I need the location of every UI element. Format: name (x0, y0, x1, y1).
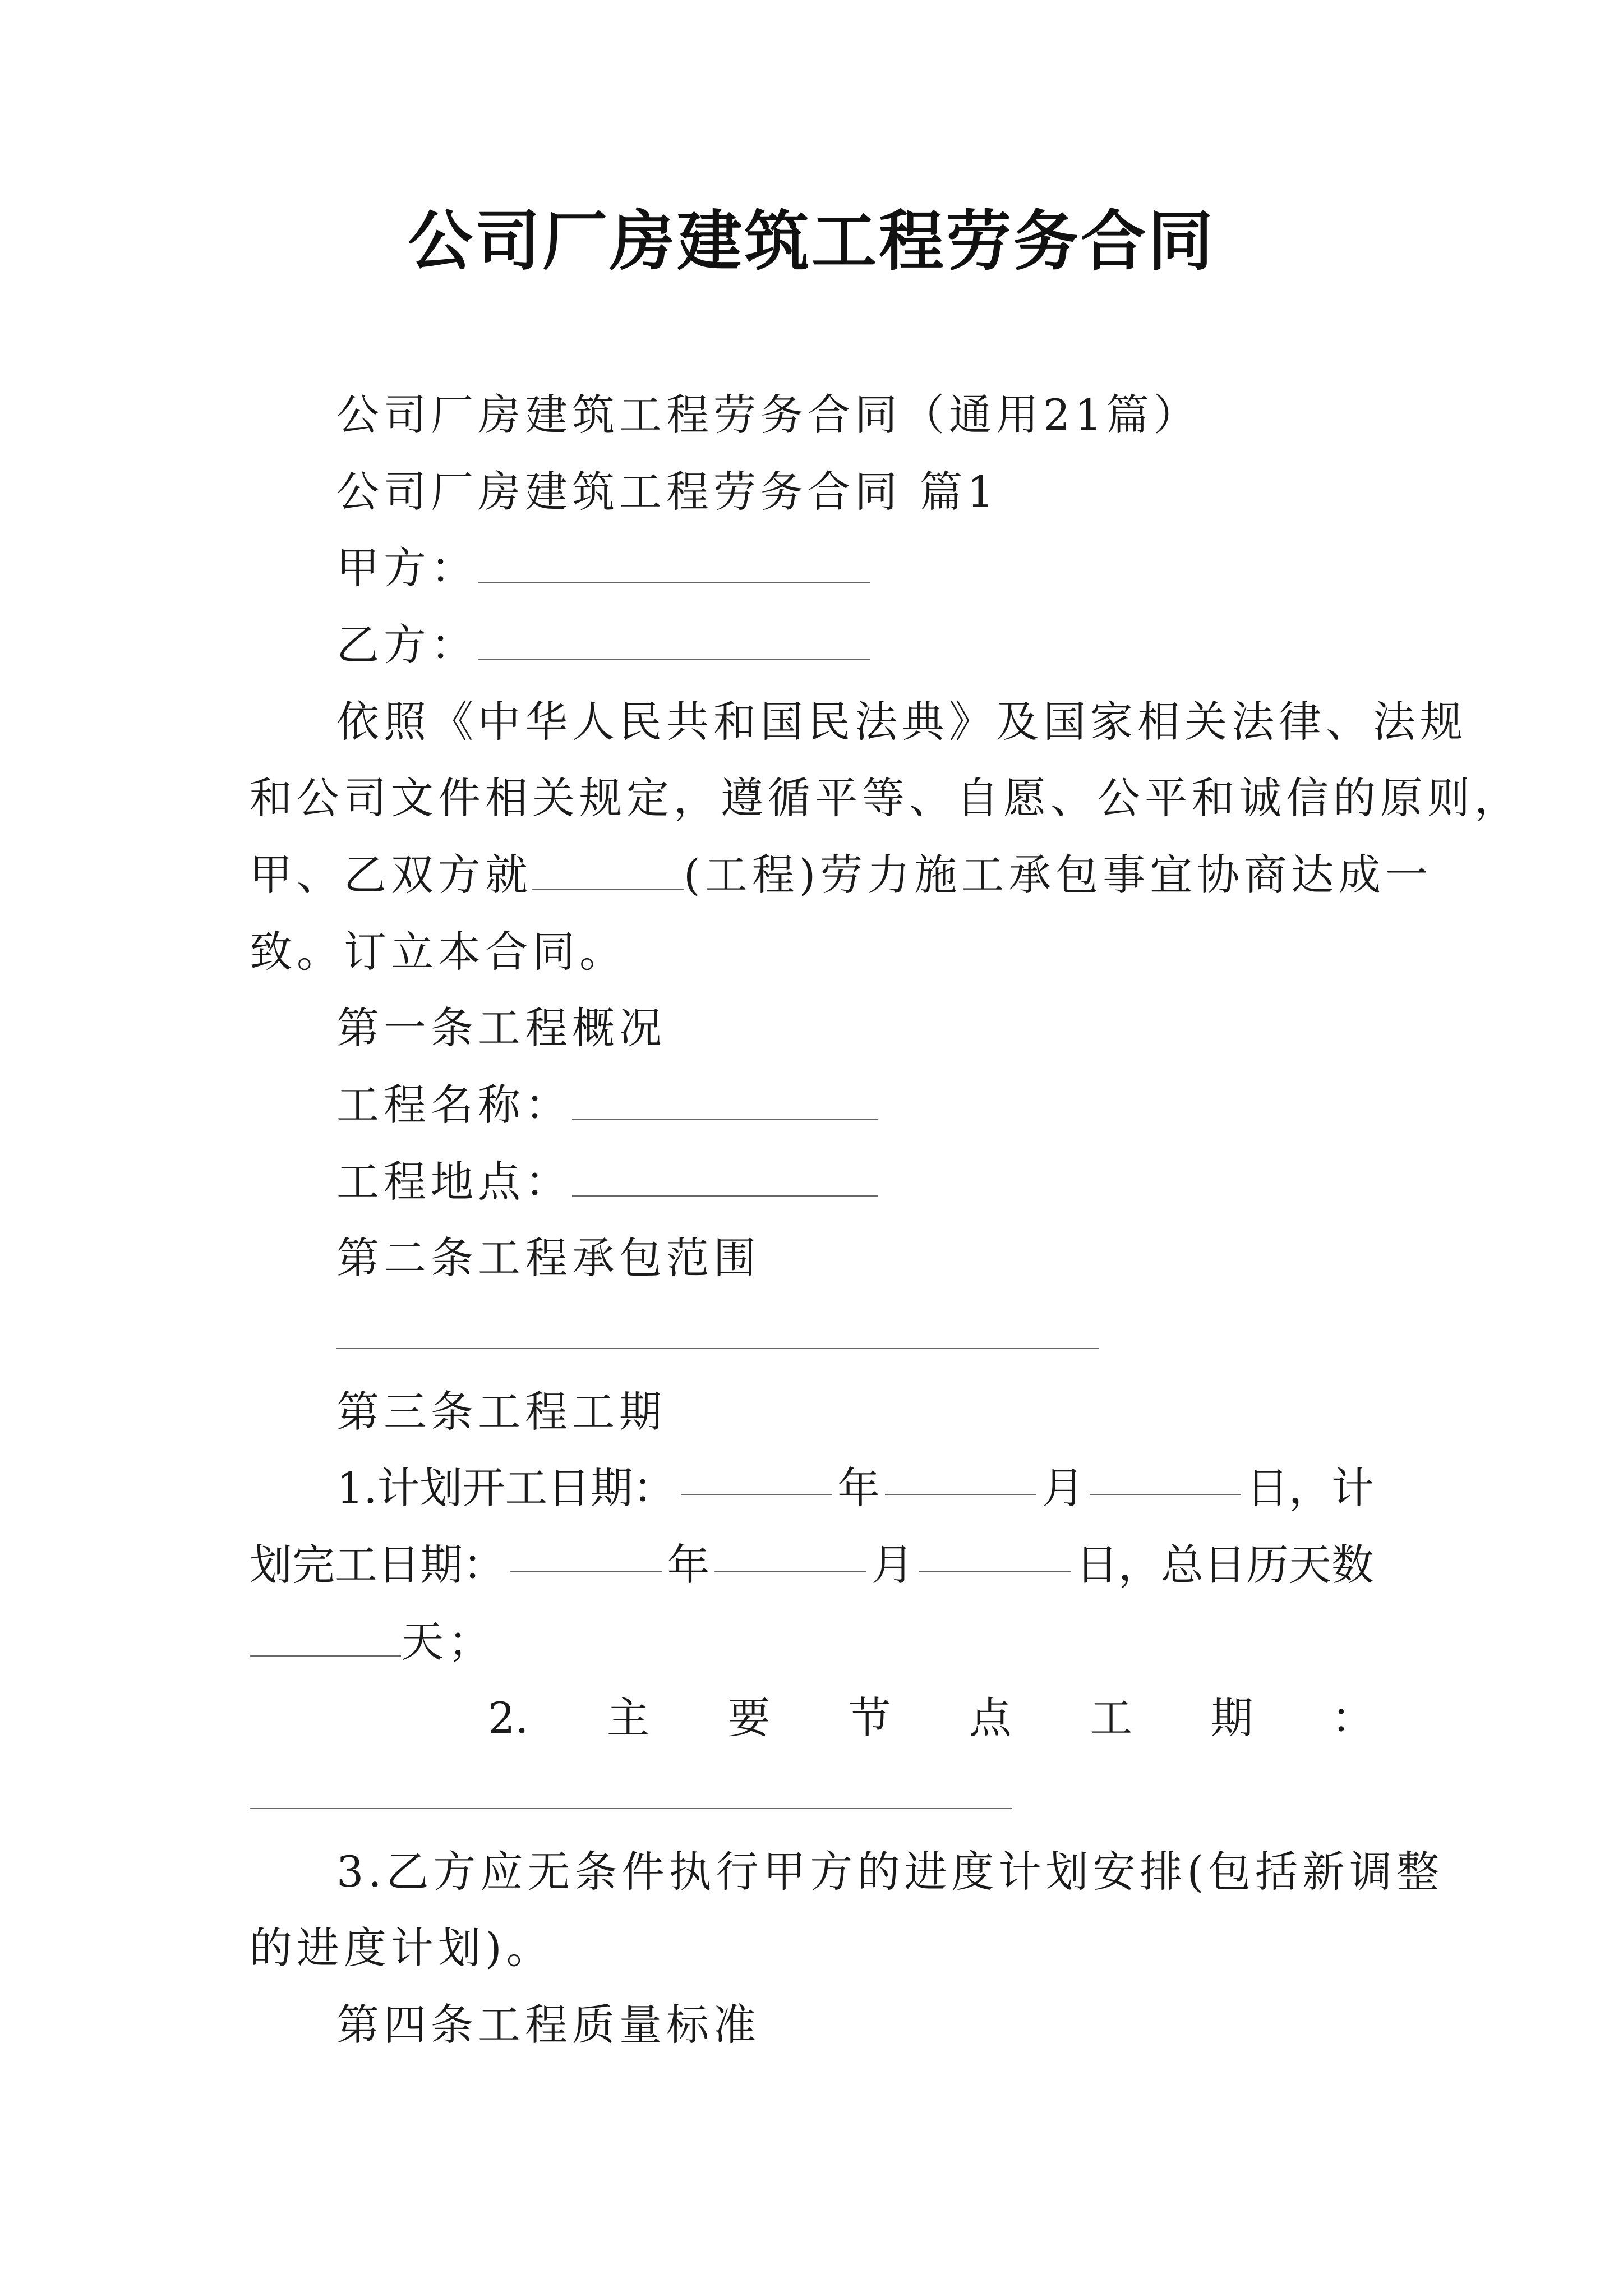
project-location-line (336, 1154, 878, 1210)
end-day-label: 日，总日历天数 (1075, 1540, 1374, 1590)
start-day-label: 日，计 (1246, 1463, 1374, 1513)
start-date-label: 1.计划开工日期： (336, 1463, 676, 1513)
project-name-label: 工程名称： (336, 1080, 572, 1130)
intro-line-1: 依照《中华人民共和国民法典》及国家相关法律、法规 (336, 697, 1467, 747)
start-day-blank (1090, 1460, 1241, 1495)
article4-heading: 第四条工程质量标准 (336, 2000, 760, 2050)
party-b-blank (478, 625, 870, 660)
intro-line-3 (250, 847, 1432, 903)
end-year-blank (510, 1537, 662, 1572)
party-a-blank (478, 548, 870, 583)
item3-line-2: 的进度计划)。 (250, 1923, 554, 1973)
start-date-line (336, 1460, 1374, 1516)
end-date-line (250, 1537, 1374, 1593)
days-suffix: 天； (401, 1617, 495, 1667)
milestone-char: 点 (969, 1693, 1012, 1743)
milestone-char: 期 (1210, 1693, 1253, 1743)
party-b-line (336, 617, 870, 673)
item3-line-1: 3.乙方应无条件执行甲方的进度计划安排(包括新调整 (336, 1847, 1444, 1897)
project-name-blank (572, 1085, 878, 1120)
start-month-label: 月 (1041, 1463, 1085, 1513)
total-days-blank (250, 1622, 401, 1657)
document-title: 公司厂房建筑工程劳务合同 (408, 203, 1215, 279)
milestone-char: 节 (848, 1693, 891, 1743)
milestone-char: 主 (606, 1693, 649, 1743)
milestone-char: 要 (727, 1693, 771, 1743)
project-name-line (336, 1077, 878, 1133)
intro-line-3-pre: 甲、乙双方就 (250, 850, 532, 900)
milestone-blank (250, 1808, 1012, 1809)
milestone-char: ： (1331, 1693, 1374, 1743)
intro-line-4: 致。订立本合同。 (250, 927, 626, 977)
section-heading: 公司厂房建筑工程劳务合同 篇1 (336, 467, 999, 517)
end-day-blank (919, 1537, 1071, 1572)
party-b-label: 乙方： (336, 620, 478, 670)
milestone-char: 工 (1090, 1693, 1133, 1743)
project-blank (532, 855, 684, 890)
article2-heading: 第二条工程承包范围 (336, 1233, 760, 1283)
subtitle: 公司厂房建筑工程劳务合同（通用21篇） (336, 390, 1201, 440)
article1-heading: 第一条工程概况 (336, 1003, 666, 1053)
total-days-line (250, 1614, 495, 1670)
start-year-label: 年 (837, 1463, 880, 1513)
intro-line-3-post: (工程)劳力施工承包事宜协商达成一 (684, 850, 1433, 900)
party-a-line (336, 540, 870, 596)
party-a-label: 甲方： (336, 543, 478, 593)
start-year-blank (681, 1460, 832, 1495)
project-location-blank (572, 1162, 878, 1197)
end-year-label: 年 (667, 1540, 710, 1590)
end-month-label: 月 (871, 1540, 914, 1590)
end-date-label: 划完工日期： (250, 1540, 505, 1590)
start-month-blank (885, 1460, 1036, 1495)
project-location-label: 工程地点： (336, 1157, 572, 1207)
end-month-blank (714, 1537, 866, 1572)
article3-heading: 第三条工程工期 (336, 1387, 666, 1437)
scope-blank (336, 1348, 1099, 1349)
milestone-line (488, 1690, 1374, 1746)
milestone-char: 2. (488, 1693, 529, 1743)
intro-line-2: 和公司文件相关规定，遵循平等、自愿、公平和诚信的原则， (250, 773, 1521, 823)
